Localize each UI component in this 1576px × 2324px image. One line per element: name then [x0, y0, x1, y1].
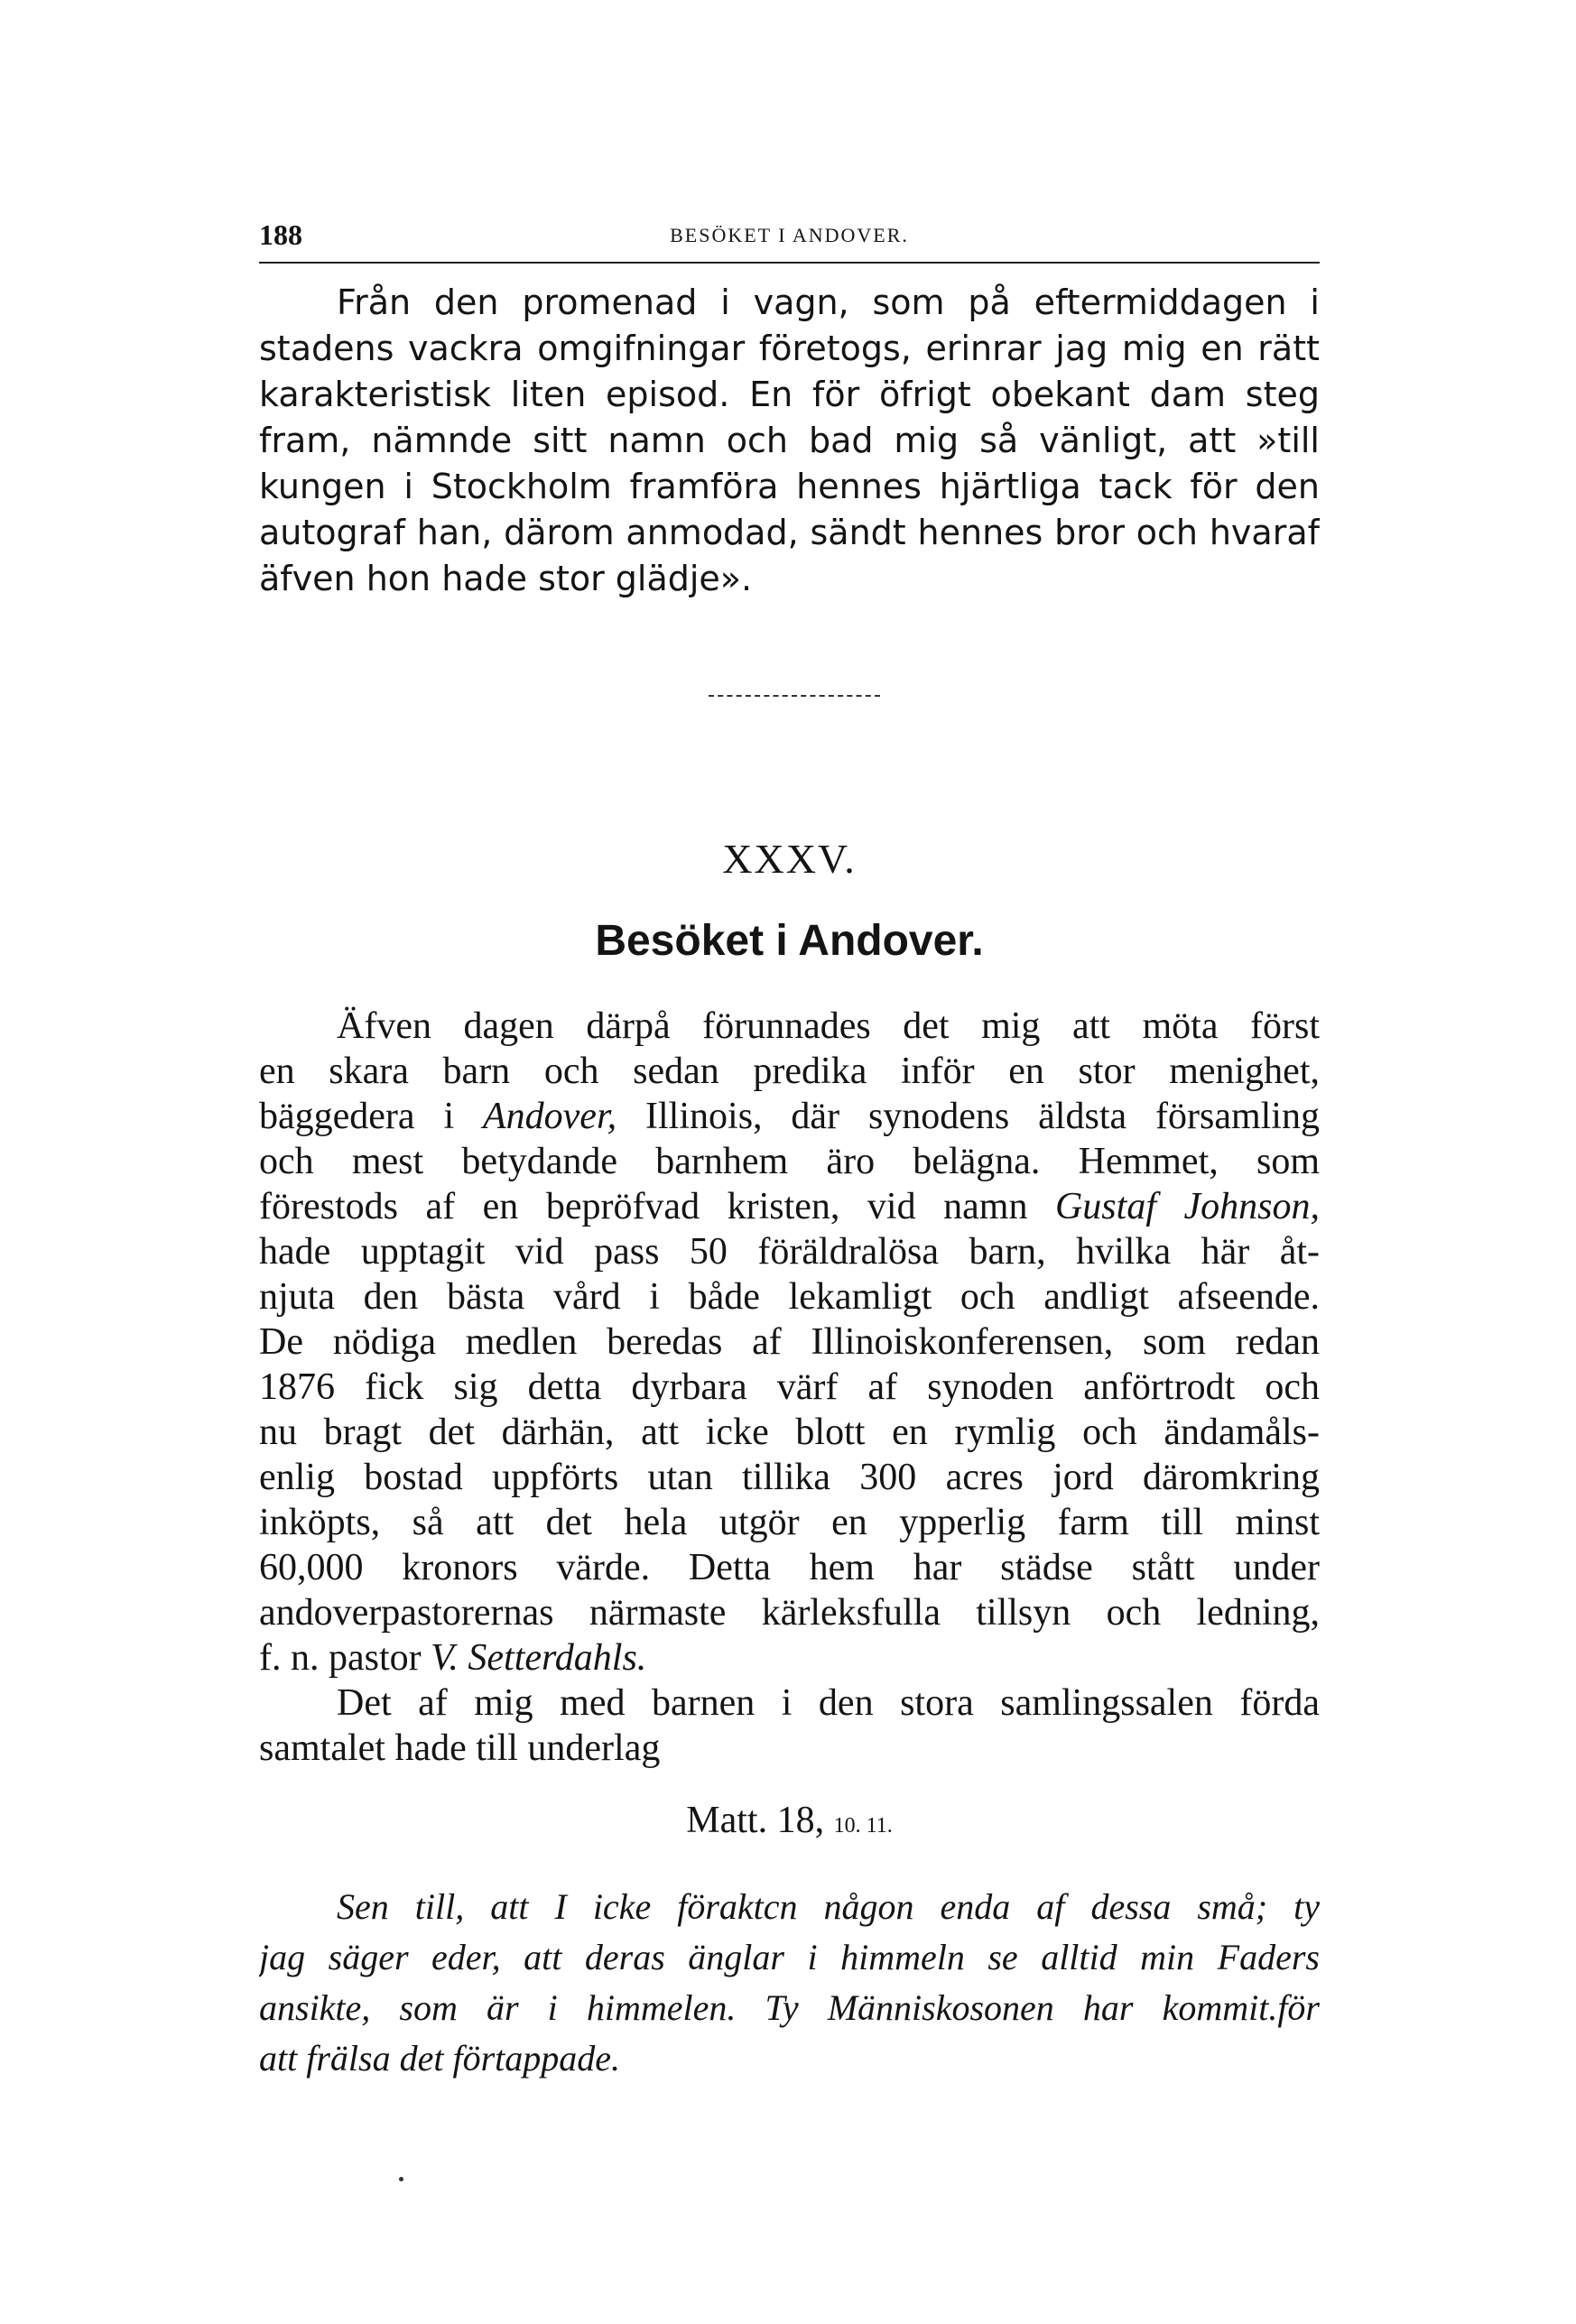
scripture-quote — [259, 1882, 1320, 2084]
text-line: nu bragt det därhän, att icke blott en rymlig och ändamåls- — [259, 1412, 1320, 1453]
text-line: stadens vackra omgifningar företogs, erinrar jag mig en rätt — [259, 329, 1320, 368]
text-line: och mest betydande barnhem äro belägna. Hemmet, som — [259, 1141, 1320, 1182]
chapter-title: Besöket i Andover. — [595, 917, 984, 965]
text-line: karakteristisk liten episod. En för öfrigt obekant dam steg — [259, 375, 1320, 414]
quote-line: Sen till, att I icke föraktcn någon enda af dessa små; ty — [337, 1886, 1320, 1927]
text-line: enlig bostad uppförts utan tillika 300 acres jord däromkring — [259, 1457, 1320, 1498]
paragraph-samtalet — [259, 1681, 1320, 1771]
page-number: 188 — [259, 218, 302, 251]
person-name: Gustaf Johnson, — [1054, 1186, 1320, 1227]
text-segment: f. n. pastor — [259, 1637, 431, 1679]
text-line: andoverpastorernas närmaste kärleksfulla tillsyn och ledning, — [259, 1592, 1320, 1634]
paragraph-promenad — [259, 280, 1320, 602]
text-line: äfven hon hade stor glädje». — [259, 559, 753, 598]
text-segment: Illinois, där synodens äldsta församling — [616, 1096, 1320, 1137]
text-line: autograf han, därom anmodad, sändt hennes bror och hvaraf — [259, 513, 1320, 552]
text-line: De nödiga medlen beredas af Illinoiskonferensen, som redan — [259, 1321, 1320, 1363]
running-head: BESÖKET I ANDOVER. — [670, 224, 909, 246]
page-header — [259, 218, 1320, 255]
text-line: Från den promenad i vagn, som på eftermiddagen i — [337, 282, 1320, 322]
chapter-number: XXXV. — [722, 836, 857, 882]
text-line: en skara barn och sedan predika inför en stor menighet, — [259, 1051, 1320, 1092]
text-line: samtalet hade till underlag — [259, 1727, 661, 1769]
text-segment: förestods af en bepröfvad kristen, vid namn — [259, 1186, 1055, 1227]
quote-line: att frälsa det förtappade. — [259, 2038, 620, 2079]
text-line: 1876 fick sig detta dyrbara värf af synoden anförtrodt och — [259, 1366, 1320, 1408]
text-segment: bäggedera i — [259, 1096, 483, 1137]
text-line: 60,000 kronors värde. Detta hem har städse stått under — [259, 1547, 1320, 1588]
person-name: V. Setterdahls. — [431, 1637, 647, 1679]
text-line: Äfven dagen därpå förunnades det mig att möta först — [337, 1005, 1320, 1047]
header-rule — [259, 262, 1320, 264]
quote-line: jag säger eder, att deras änglar i himmeln se alltid min Faders — [259, 1937, 1320, 1977]
text-line: Det af mig med barnen i den stora samlingssalen förda — [337, 1682, 1320, 1724]
quote-line: ansikte, som är i himmelen. Ty Människosonen har kommit.för — [259, 1987, 1320, 2028]
text-line: hade upptagit vid pass 50 föräldralösa barn, hvilka här åt- — [259, 1231, 1320, 1273]
text-line: fram, nämnde sitt namn och bad mig så vänligt, att »till — [259, 421, 1320, 460]
reference-verses: 10. 11. — [833, 1814, 893, 1838]
text-line: kungen i Stockholm framföra hennes hjärtliga tack för den — [259, 467, 1320, 506]
reference-main: Matt. 18, — [686, 1800, 825, 1841]
text-line: njuta den bästa vård i både lekamligt och andligt afseende. — [259, 1276, 1320, 1318]
stray-mark — [399, 2177, 403, 2181]
text-line: inköpts, så att det hela utgör en ypperlig farm till minst — [259, 1502, 1320, 1543]
text-line — [259, 1094, 1320, 1139]
place-name: Andover, — [483, 1096, 617, 1137]
section-divider — [709, 695, 880, 700]
bible-reference — [259, 1799, 1320, 1842]
text-line — [259, 1184, 1320, 1229]
paragraph-andover — [259, 1004, 1320, 1681]
text-line — [259, 1635, 1320, 1681]
